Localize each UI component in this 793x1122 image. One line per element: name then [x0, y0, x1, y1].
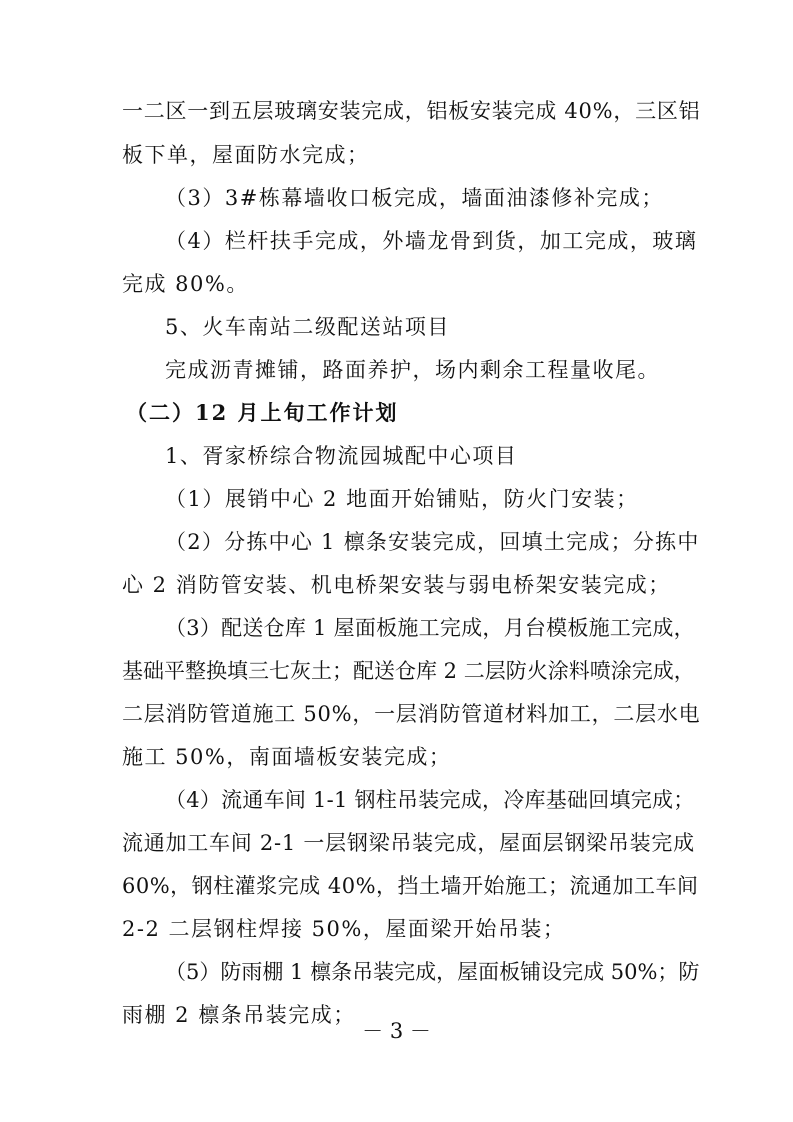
- body-text-line: （4）栏杆扶手完成，外墙龙骨到货，加工完成，玻璃: [165, 229, 698, 253]
- body-text-line: （1）展销中心 2 地面开始铺贴，防火门安装；: [165, 487, 639, 511]
- body-text-line: 雨棚 2 檩条吊装完成；: [122, 1003, 356, 1027]
- page-number: － 3 －: [362, 1019, 431, 1043]
- body-text-line: 施工 50%，南面墙板安装完成；: [122, 745, 452, 769]
- body-text-line: 板下单，屋面防水完成；: [122, 143, 370, 167]
- body-text-line: （2）分拣中心 1 檩条安装完成，回填土完成；分拣中: [165, 530, 700, 554]
- section-subheading: 1、胥家桥综合物流园城配中心项目: [165, 444, 518, 468]
- body-text-line: 完成 80%。: [122, 272, 249, 296]
- body-text-line: 基础平整换填三七灰土；配送仓库 2 二层防火涂料喷涂完成，: [122, 659, 695, 683]
- body-text-line: 2-2 二层钢柱焊接 50%，屋面梁开始吊装；: [122, 917, 566, 941]
- body-text-line: 二层消防管道施工 50%，一层消防管道材料加工，二层水电: [122, 702, 701, 726]
- body-text-line: （3）3#栋幕墙收口板完成，墙面油漆修补完成；: [165, 186, 664, 210]
- body-text-line: 60%，钢柱灌浆完成 40%，挡土墙开始施工；流通加工车间: [122, 874, 699, 898]
- body-text-line: 流通加工车间 2-1 一层钢梁吊装完成，屋面层钢梁吊装完成: [122, 831, 695, 855]
- body-text-line: （4）流通车间 1-1 钢柱吊装完成，冷库基础回填完成；: [165, 788, 695, 812]
- body-text-line: 心 2 消防管安装、机电桥架安装与弱电桥架安装完成；: [122, 573, 671, 597]
- body-text-line: （5）防雨棚 1 檩条吊装完成，屋面板铺设完成 50%；防: [165, 960, 700, 984]
- section-heading: （二）12 月上旬工作计划: [126, 400, 399, 425]
- body-text-line: 完成沥青摊铺，路面养护，场内剩余工程量收尾。: [165, 358, 660, 382]
- section-subheading: 5、火车南站二级配送站项目: [165, 315, 450, 339]
- body-text-line: 一二区一到五层玻璃安装完成，铝板安装完成 40%，三区铝: [122, 99, 701, 123]
- body-text-line: （3）配送仓库 1 屋面板施工完成，月台模板施工完成，: [165, 616, 695, 640]
